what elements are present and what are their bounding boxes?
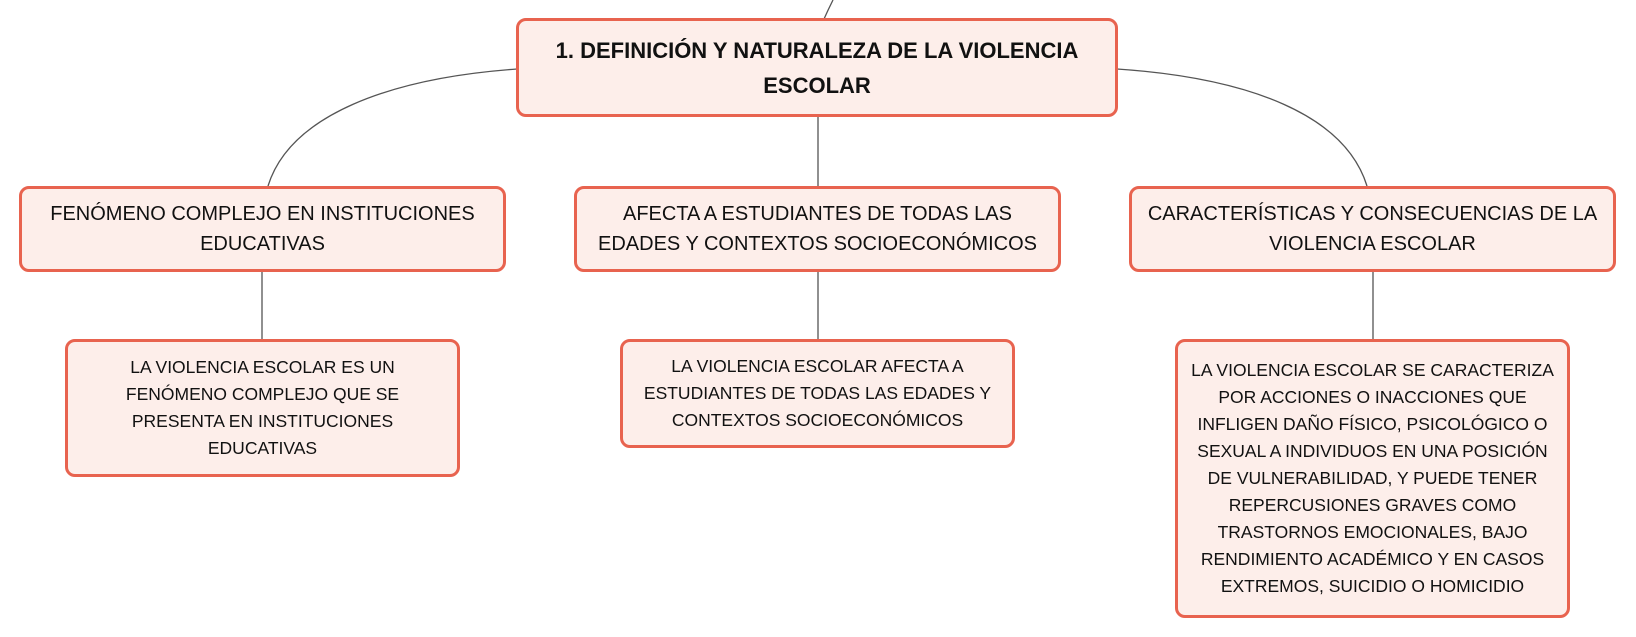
topic-label: CARACTERÍSTICAS Y CONSECUENCIAS DE LA VIOLENCIA ESCOLAR bbox=[1147, 203, 1598, 255]
root-topic-label: 1. DEFINICIÓN Y NATURALEZA DE LA VIOLENCIA ESCOLAR bbox=[555, 37, 1079, 98]
detail-node-fenomeno-complejo[interactable] bbox=[65, 339, 460, 477]
topic-label: AFECTA A ESTUDIANTES DE TODAS LAS EDADES Y CONTEXTOS SOCIOECONÓMICOS bbox=[598, 203, 1037, 255]
detail-node-afecta-estudiantes[interactable] bbox=[620, 339, 1015, 448]
detail-text: LA VIOLENCIA ESCOLAR AFECTA A ESTUDIANTES DE TODAS LAS EDADES Y CONTEXTOS SOCIOECONÓMICOS bbox=[643, 356, 992, 430]
detail-text: LA VIOLENCIA ESCOLAR SE CARACTERIZA POR ACCIONES O INACCIONES QUE INFLIGEN DAÑO FÍSICO, PSICOLÓGICO O SEXUAL A INDIVIDUOS EN UNA POSICIÓN DE VULNERABILIDAD, Y PUEDE TENER REPERCUSIONES GRAVES COMO TRASTORNOS EMOCIONALES, BAJO RENDIMIENTO ACADÉMICO Y EN CASOS EXTREMOS, SUICIDIO O HOMICIDIO bbox=[1191, 360, 1554, 596]
topic-node-fenomeno-complejo[interactable] bbox=[19, 186, 506, 272]
connector-parent-to-root bbox=[824, 0, 833, 19]
detail-text: LA VIOLENCIA ESCOLAR ES UN FENÓMENO COMPLEJO QUE SE PRESENTA EN INSTITUCIONES EDUCATIVAS bbox=[125, 357, 400, 458]
connector-root-to-right bbox=[1117, 69, 1367, 186]
topic-node-afecta-estudiantes[interactable] bbox=[574, 186, 1061, 272]
root-topic-node[interactable] bbox=[516, 18, 1118, 117]
connector-root-to-left bbox=[268, 69, 517, 186]
topic-node-caracteristicas-consecuencias[interactable] bbox=[1129, 186, 1616, 272]
topic-label: FENÓMENO COMPLEJO EN INSTITUCIONES EDUCATIVAS bbox=[50, 203, 475, 255]
detail-node-caracteristicas-consecuencias[interactable] bbox=[1175, 339, 1570, 618]
